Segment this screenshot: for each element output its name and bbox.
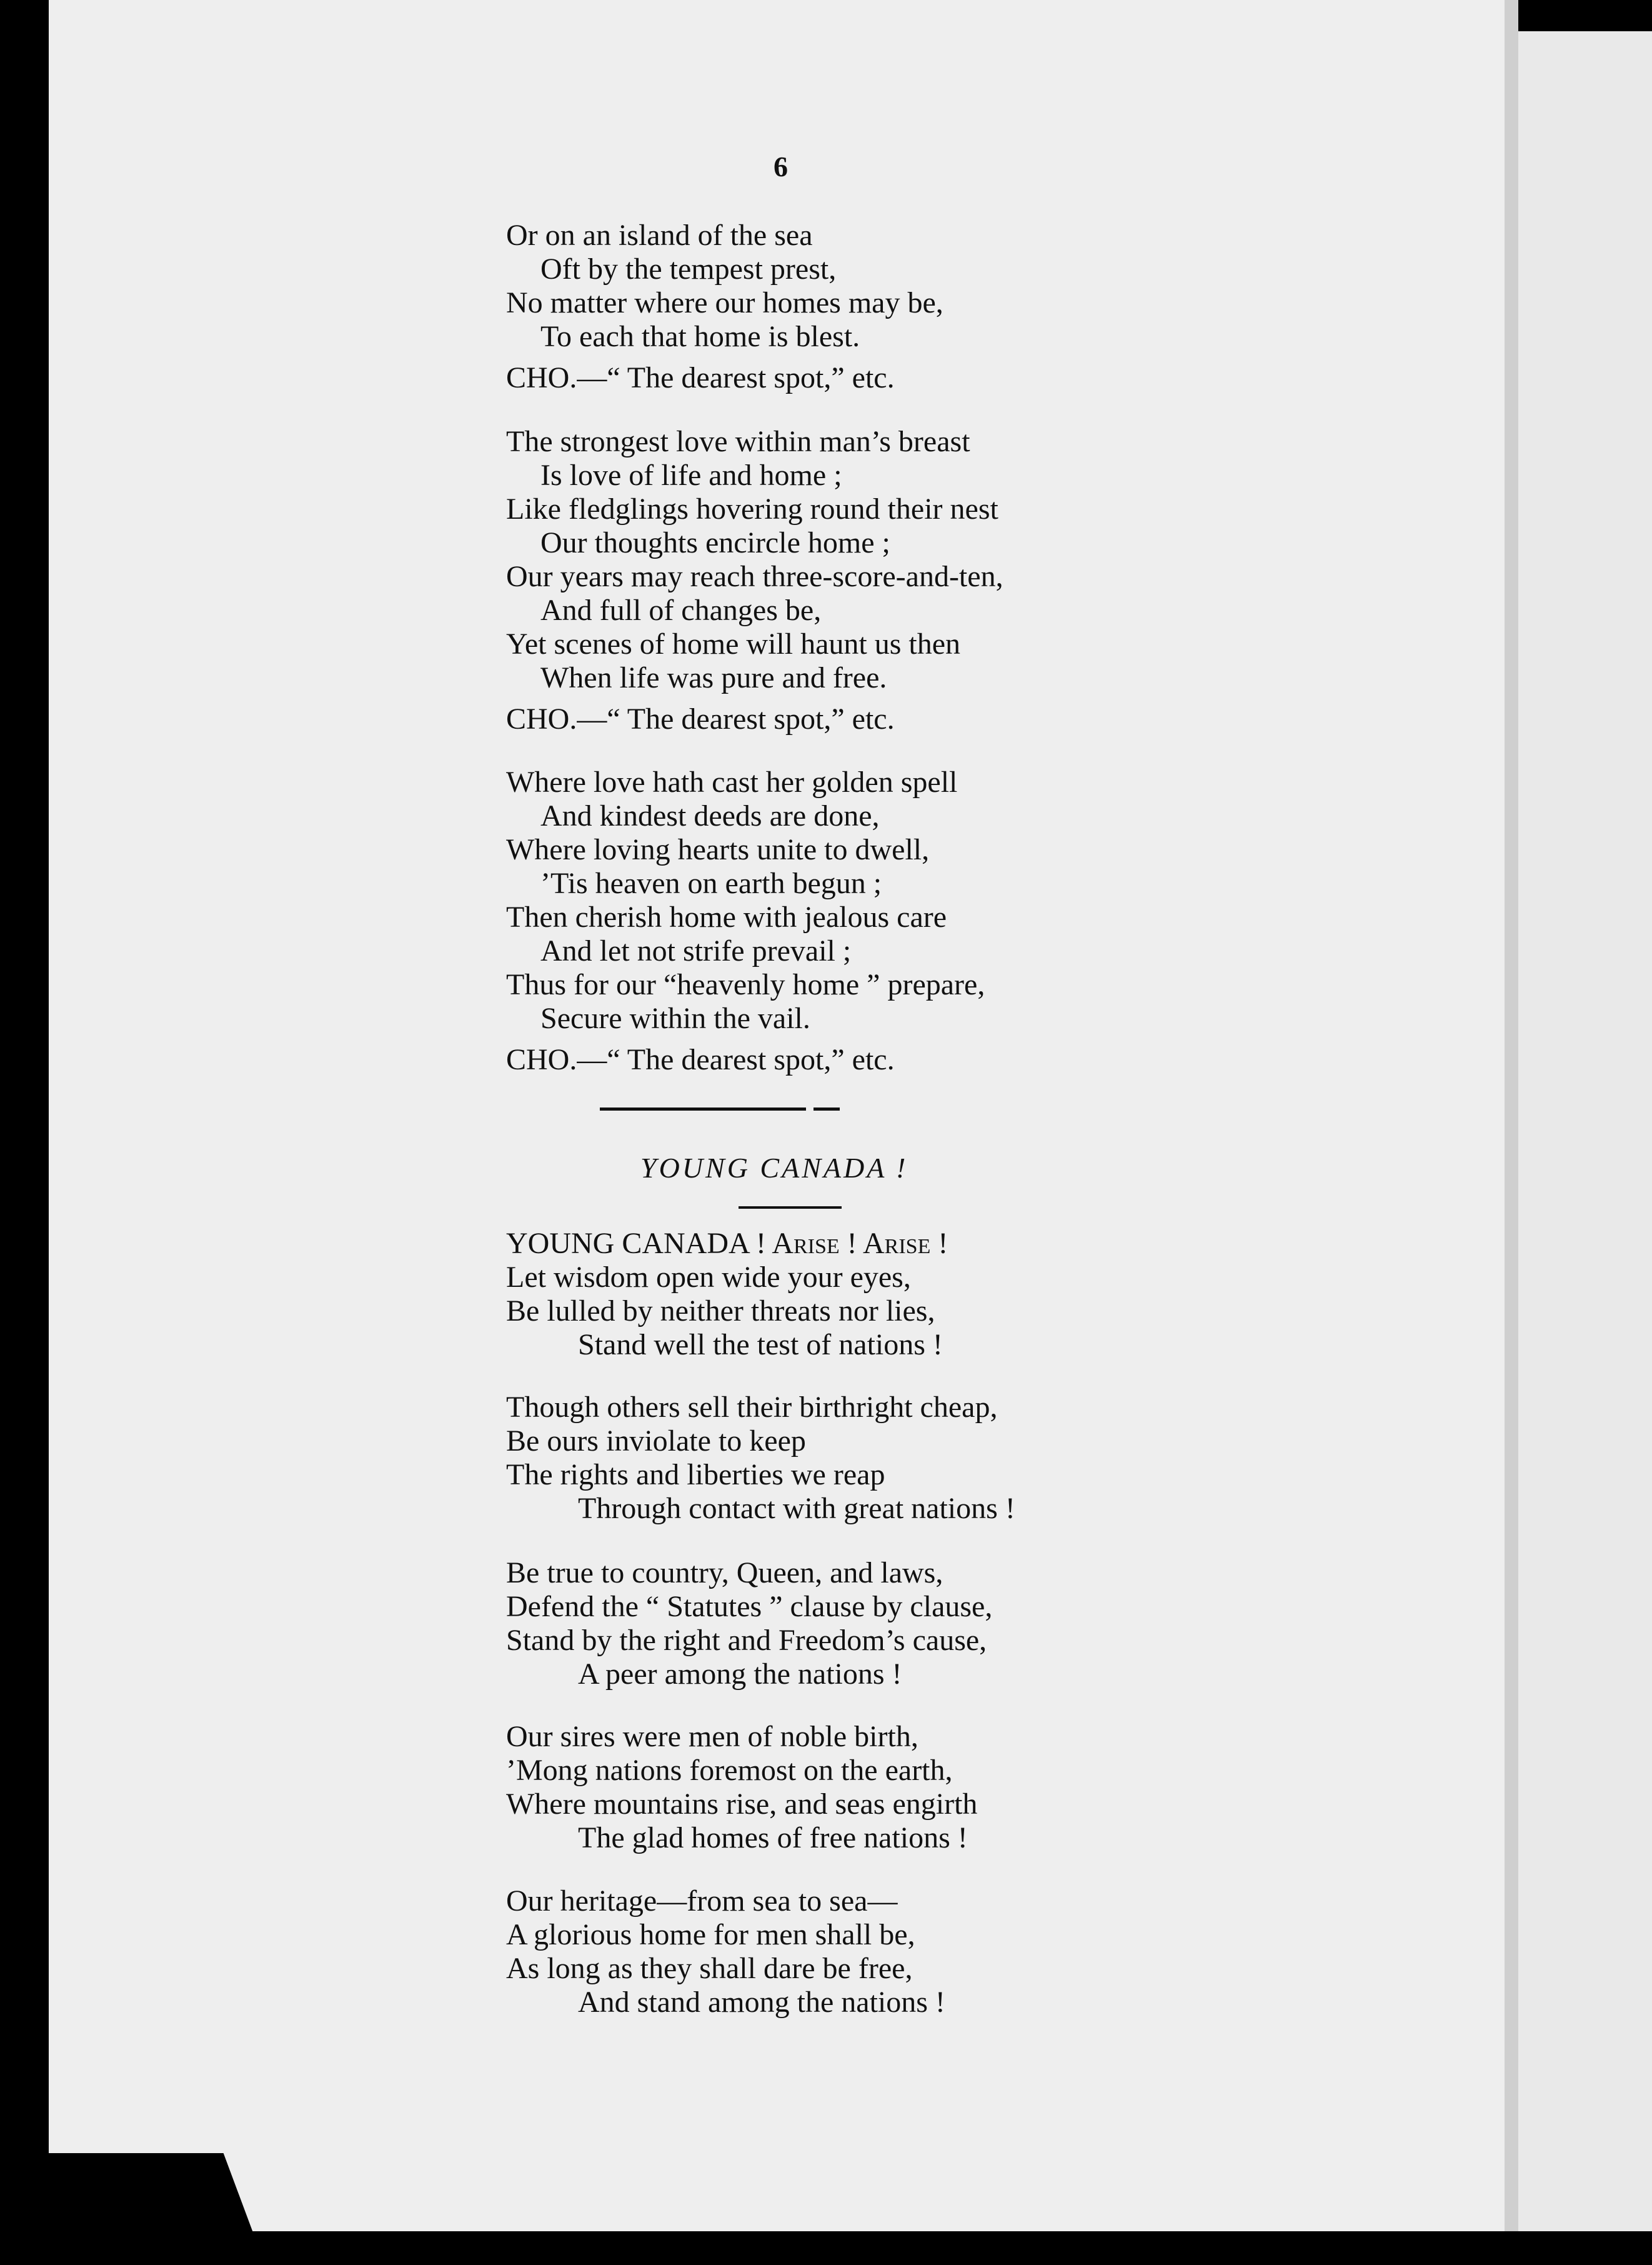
verse-line: As long as they shall dare be free, xyxy=(506,1952,913,1985)
verse-line: Like fledglings hovering round their nest xyxy=(506,492,998,526)
verse-line: The strongest love within man’s breast xyxy=(506,425,970,458)
page-number: 6 xyxy=(774,151,788,182)
stanza-2 xyxy=(506,425,1225,736)
verse-line: YOUNG CANADA ! Arise ! Arise ! xyxy=(506,1227,948,1260)
young-canada-stanza-2 xyxy=(506,1391,1225,1526)
verse-line: Through contact with great nations ! xyxy=(578,1492,1015,1525)
verse-line: Be true to country, Queen, and laws, xyxy=(506,1556,943,1589)
verse-line: Secure within the vail. xyxy=(540,1002,810,1035)
verse-line: Is love of life and home ; xyxy=(540,459,842,492)
verse-line: To each that home is blest. xyxy=(540,320,860,353)
adjacent-page xyxy=(1518,31,1652,2231)
verse-line: Or on an island of the sea xyxy=(506,219,813,252)
verse-line: Let wisdom open wide your eyes, xyxy=(506,1261,911,1294)
verse-line: Where loving hearts unite to dwell, xyxy=(506,833,930,866)
verse-line: Yet scenes of home will haunt us then xyxy=(506,628,961,661)
verse-line: The rights and liberties we reap xyxy=(506,1458,885,1491)
verse-line: Where mountains rise, and seas engirth xyxy=(506,1788,978,1821)
verse-line: A glorious home for men shall be, xyxy=(506,1918,915,1951)
verse-line: And let not strife prevail ; xyxy=(540,934,852,968)
chorus-line: CHO.—“ The dearest spot,” etc. xyxy=(506,361,895,394)
verse-line: Our sires were men of noble birth, xyxy=(506,1720,918,1753)
verse-line: And kindest deeds are done, xyxy=(540,799,880,832)
chorus-line: CHO.—“ The dearest spot,” etc. xyxy=(506,1043,895,1076)
verse-line: Though others sell their birthright cheap, xyxy=(506,1391,998,1424)
young-canada-stanza-3 xyxy=(506,1556,1225,1691)
verse-line: ’Mong nations foremost on the earth, xyxy=(506,1754,953,1787)
verse-line: Our heritage—from sea to sea— xyxy=(506,1884,898,1918)
chorus-line: CHO.—“ The dearest spot,” etc. xyxy=(506,702,895,736)
verse-line: Our years may reach three-score-and-ten, xyxy=(506,560,1003,593)
verse-line: Our thoughts encircle home ; xyxy=(540,526,890,559)
verse-line: And stand among the nations ! xyxy=(578,1986,945,2019)
verse-line: When life was pure and free. xyxy=(540,661,887,694)
verse-line: And full of changes be, xyxy=(540,594,822,627)
verse-line: Stand by the right and Freedom’s cause, xyxy=(506,1624,987,1657)
verse-line: No matter where our homes may be, xyxy=(506,286,943,319)
poem-title: YOUNG CANADA ! xyxy=(640,1152,908,1184)
verse-line: Be ours inviolate to keep xyxy=(506,1424,806,1458)
section-divider xyxy=(600,1108,806,1111)
verse-line: Then cherish home with jealous care xyxy=(506,901,947,934)
verse-line: ’Tis heaven on earth begun ; xyxy=(540,867,882,900)
verse-line: Thus for our “heavenly home ” prepare, xyxy=(506,968,985,1001)
young-canada-stanza-1 xyxy=(506,1227,1225,1362)
verse-line: Be lulled by neither threats nor lies, xyxy=(506,1294,935,1328)
section-divider xyxy=(814,1108,840,1111)
stanza-3 xyxy=(506,766,1225,1077)
verse-line: Defend the “ Statutes ” clause by clause, xyxy=(506,1590,993,1623)
title-underline xyxy=(739,1206,842,1209)
young-canada-stanza-5 xyxy=(506,1884,1225,2019)
stanza-1 xyxy=(506,219,1225,395)
young-canada-stanza-4 xyxy=(506,1720,1225,1855)
verse-line: The glad homes of free nations ! xyxy=(578,1821,968,1854)
verse-line: Where love hath cast her golden spell xyxy=(506,766,958,799)
verse-line: Oft by the tempest prest, xyxy=(540,252,837,286)
verse-line: Stand well the test of nations ! xyxy=(578,1328,943,1361)
verse-line: A peer among the nations ! xyxy=(578,1658,902,1691)
